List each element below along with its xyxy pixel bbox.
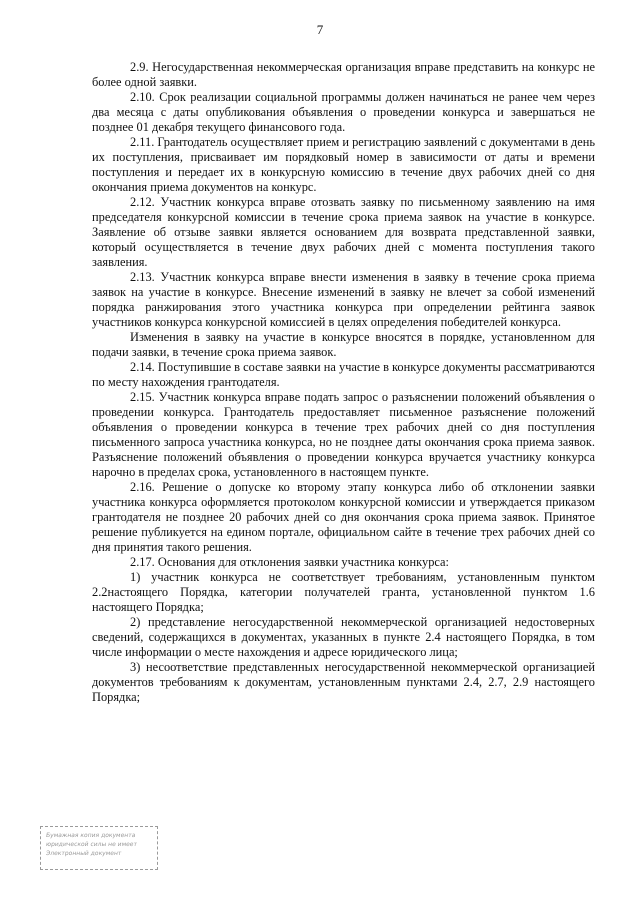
document-body [92, 60, 595, 705]
stamp-line: юридической силы не имеет [45, 841, 138, 848]
stamp-line: Бумажная копия документа [45, 832, 136, 839]
paragraph-2-13: 2.13. Участник конкурса вправе внести изменения в заявку в течение срока приема заявок на участие в конкурсе. Внесение изменений в заявку не влечет за собой изменений порядка ранжирования этого участника конкурса при определении рейтинга заявок участников конкурса конкурсной комиссией в целях определения победителей конкурса. [92, 270, 595, 329]
paragraph-2-12: 2.12. Участник конкурса вправе отозвать заявку по письменному заявлению на имя председателя конкурсной комиссии в течение срока приема заявок на участие в конкурсе. Заявление об отзыве заявки является основанием для возврата представленной заявки, который осуществляется в течение двух рабочих дней с момента поступления такого заявления. [92, 195, 595, 269]
stamp-line: Электронный документ [45, 850, 122, 857]
paragraph-2-15: 2.15. Участник конкурса вправе подать запрос о разъяснении положений объявления о проведении конкурса. Грантодатель предоставляет письменное разъяснение положений объявления о проведении конкурса в течение трех рабочих дней со дня поступления письменного запроса участника конкурса, но не позднее даты окончания срока приема заявок. Разъяснение положений объявления о проведении конкурса вручается участнику конкурса нарочно в пределах срока, установленного в настоящем пункте. [92, 390, 595, 479]
paragraph-2-11: 2.11. Грантодатель осуществляет прием и регистрацию заявлений с документами в день их поступления, присваивает им порядковый номер в зависимости от даты и времени поступления и передает их в конкурсную комиссию в течение двух рабочих дней со дня окончания приема документов на конкурс. [92, 135, 595, 194]
paragraph-2-14: 2.14. Поступившие в составе заявки на участие в конкурсе документы рассматриваются по месту нахождения грантодателя. [92, 360, 595, 389]
list-item-3: 3) несоответствие представленных негосударственной некоммерческой организацией документов требованиям к документам, установленным пунктами 2.4, 2.7, 2.9 настоящего Порядка; [92, 660, 595, 704]
electronic-copy-stamp [40, 826, 158, 870]
paragraph-2-10: 2.10. Срок реализации социальной программы должен начинаться не ранее чем через два месяца с даты опубликования объявления о проведении конкурса и завершаться не позднее 01 декабря текущего финансового года. [92, 90, 595, 134]
page-number: 7 [316, 22, 324, 37]
paragraph-2-13-continued: Изменения в заявку на участие в конкурсе вносятся в порядке, установленном для подачи заявки, в течение срока приема заявок. [92, 330, 595, 359]
list-item-1: 1) участник конкурса не соответствует требованиям, установленным пунктом 2.2настоящего Порядка, категории получателей гранта, установленной пунктом 1.6 настоящего Порядка; [92, 570, 595, 614]
list-item-2: 2) представление негосударственной некоммерческой организацией недостоверных сведений, содержащихся в документах, указанных в пункте 2.4 настоящего Порядка, в том числе информации о месте нахождения и адресе юридического лица; [92, 615, 595, 659]
paragraph-2-9: 2.9. Негосударственная некоммерческая организация вправе представить на конкурс не более одной заявки. [92, 60, 595, 89]
paragraph-2-17: 2.17. Основания для отклонения заявки участника конкурса: [130, 555, 449, 569]
paragraph-2-16: 2.16. Решение о допуске ко второму этапу конкурса либо об отклонении заявки участника конкурса оформляется протоколом конкурсной комиссии и утверждается приказом грантодателя не позднее 20 рабочих дней со дня окончания срока приема заявок. Принятое решение публикуется на едином портале, официальном сайте в течение трех рабочих дней со дня принятия такого решения. [92, 480, 595, 554]
